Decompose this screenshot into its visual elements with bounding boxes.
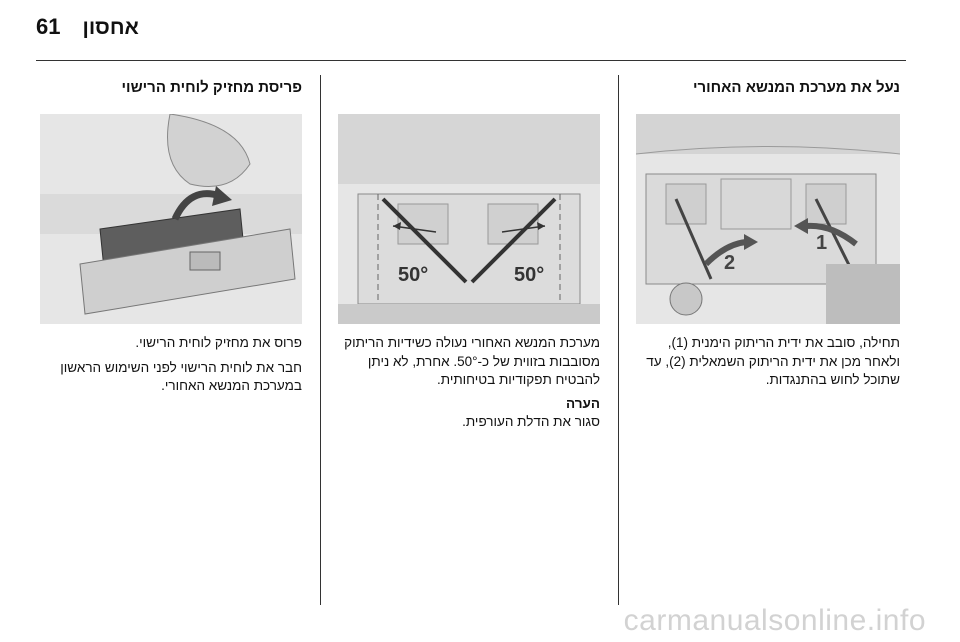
section-title: פריסת מחזיק לוחית הרישוי [121, 79, 302, 96]
section-plate-holder [40, 78, 302, 396]
watermark: carmanualsonline.info [623, 604, 926, 637]
figure-lock-levers [636, 114, 900, 324]
section-title: נעל את מערכת המנשא האחורי [692, 79, 900, 96]
section-text: מערכת המנשא האחורי נעולה כשידיות הריתוק מסובבות בזווית של כ-50°. אחרת, לא ניתן להבטיח תפקודיות בטיחותית. [344, 335, 600, 387]
figure-label-2: 2 [724, 252, 736, 274]
figure-label-1: 1 [816, 232, 828, 254]
page-title: אחסון [82, 16, 139, 39]
figure-plate-holder [40, 114, 302, 324]
section-lock-angle [338, 78, 600, 431]
page-number: 61 [36, 14, 61, 39]
header-divider [36, 60, 906, 61]
figure-angle-left: 50° [398, 264, 429, 286]
section-text-2: חבר את לוחית הרישוי לפני השימוש הראשון במערכת המנשא האחורי. [60, 359, 302, 393]
figure-angle-right: 50° [514, 264, 545, 286]
lever-angle-illustration [338, 114, 600, 324]
page-header [36, 14, 139, 50]
section-title [338, 78, 600, 98]
section-text: תחילה, סובב את ידית הריתוק הימנית (1), ולאחר מכן את ידית הריתוק השמאלית (2), עד שתוכל לחוש בהתנגדות. [646, 335, 900, 387]
column-divider-left [320, 75, 321, 605]
section-lock-carrier [636, 78, 900, 390]
note-heading: הערה [566, 395, 600, 411]
plate-holder-illustration [40, 114, 302, 324]
section-text-1: פרוס את מחזיק לוחית הרישוי. [135, 335, 302, 350]
note-text: סגור את הדלת העורפית. [462, 413, 600, 429]
column-divider-right [618, 75, 619, 605]
lock-levers-illustration [636, 114, 900, 324]
figure-lever-angle [338, 114, 600, 324]
